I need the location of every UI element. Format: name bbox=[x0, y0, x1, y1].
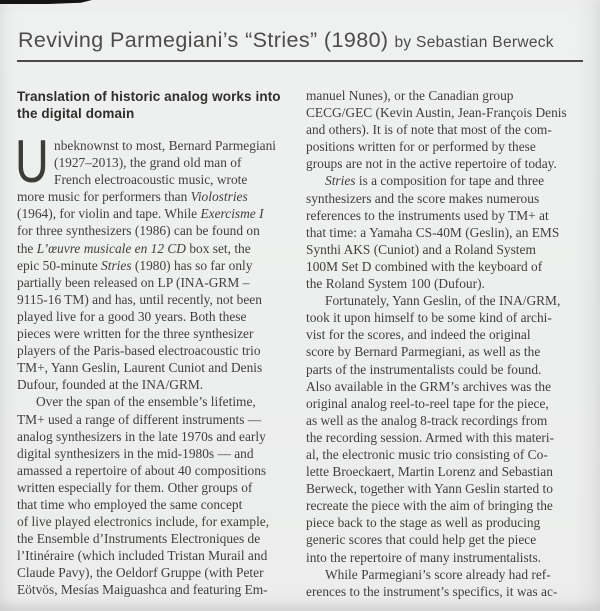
text-line: Berweck, together with Yann Geslin started to bbox=[306, 481, 553, 497]
text-line: While Parmegiani’s score already had ref- bbox=[325, 566, 551, 582]
text-line: 9115-16 TM) and has, until recently, not been bbox=[17, 291, 262, 307]
text-line: Fortunately, Yann Geslin, of the INA/GRM, bbox=[325, 293, 561, 309]
text-line: partially been released on LP (INA-GRM – bbox=[17, 274, 250, 290]
text-line: (1964), for violin and tape. While Exercisme I bbox=[17, 206, 264, 222]
right-column-text bbox=[306, 87, 588, 600]
text-line: the recording session. Armed with this materi- bbox=[306, 429, 555, 445]
page-title: Reviving Parmegiani’s “Stries” (1980) bbox=[18, 28, 389, 52]
text-line: lette Broeckaert, Martin Lorenz and Sebastian bbox=[306, 464, 553, 480]
text-line: Dufour, founded at the INA/GRM. bbox=[17, 377, 204, 393]
left-column-text bbox=[15, 128, 305, 599]
text-line: pieces were written for the three synthesizer bbox=[17, 326, 254, 342]
text-line: and others). It is of note that most of the com- bbox=[306, 122, 552, 138]
text-line: manuel Nunes), or the Canadian group bbox=[306, 88, 514, 103]
section-heading-line1: Translation of historic analog works into bbox=[17, 89, 281, 104]
text-line: TM+, Yann Geslin, Laurent Cuniot and Denis bbox=[17, 360, 263, 376]
text-line: CECG/GEC (Kevin Austin, Jean-François Denis bbox=[306, 105, 567, 121]
section-heading-line2: the digital domain bbox=[17, 106, 135, 121]
text-line: the L’œuvre musicale en 12 CD box set, the bbox=[17, 240, 251, 256]
text-line: more music for performers than Violostries bbox=[17, 189, 248, 205]
text-line: into the repertoire of many instrumentalists. bbox=[306, 549, 542, 565]
section-heading bbox=[17, 88, 305, 122]
text-line: Claude Pavy), the Oeldorf Gruppe (with Peter bbox=[17, 565, 264, 581]
text-line: Synthi AKS (Cuniot) and a Roland System bbox=[306, 241, 536, 257]
text-line: amassed a repertoire of about 40 compositions bbox=[17, 462, 267, 478]
text-line: piece back to the stage as well as producing bbox=[306, 515, 541, 531]
drop-cap: U bbox=[15, 128, 49, 195]
text-line: (1927–2013), the grand old man of bbox=[54, 155, 242, 171]
text-line: the Roland System 100 (Dufour). bbox=[306, 276, 485, 292]
text-line: references to the instruments used by TM+ at bbox=[306, 207, 549, 223]
text-line: original analog reel-to-reel tape for the piece, bbox=[306, 395, 549, 411]
text-line: French electroacoustic music, wrote bbox=[54, 172, 248, 188]
scan-artifact-mark bbox=[0, 0, 92, 4]
text-line: TM+ used a range of different instruments — bbox=[17, 411, 262, 427]
text-line: written especially for them. Other groups of bbox=[17, 479, 253, 495]
text-line: for three synthesizers (1986) can be found on bbox=[17, 223, 260, 239]
text-line: digital synthesizers in the mid-1980s — and bbox=[17, 445, 254, 461]
text-line: analog synthesizers in the late 1970s and early bbox=[17, 428, 266, 444]
text-line: synthesizers and the score makes numerous bbox=[306, 190, 540, 206]
text-line: as well as the analog 8-track recordings from bbox=[306, 412, 548, 428]
text-line: that time who employed the same concept bbox=[17, 496, 243, 512]
text-line: epic 50-minute Stries (1980) has so far only bbox=[17, 257, 253, 273]
text-line: positions written for or performed by these bbox=[306, 139, 536, 155]
text-line: Also available in the GRM’s archives was the bbox=[306, 378, 552, 394]
text-line: vist for the scores, and indeed the original bbox=[306, 327, 531, 343]
text-line: players of the Paris-based electroacoustic trio bbox=[17, 343, 261, 359]
text-line: took it upon himself to be some kind of archi- bbox=[306, 310, 552, 326]
text-line: score by Bernard Parmegiani, as well as the bbox=[306, 344, 541, 360]
text-line: Over the span of the ensemble’s lifetime, bbox=[36, 394, 256, 410]
text-line: 100M Set D combined with the keyboard of bbox=[306, 258, 543, 274]
article-title-row bbox=[18, 28, 584, 53]
text-line: erences to the instrument’s specifics, it was ac- bbox=[306, 583, 558, 599]
text-line: Stries is a composition for tape and three bbox=[325, 173, 545, 189]
text-line: al, the electronic music trio consisting of Co- bbox=[306, 446, 548, 462]
text-line: groups are not in the active repertoire of today. bbox=[306, 156, 557, 172]
text-line: of live played electronics include, for example, bbox=[17, 514, 270, 530]
text-line: played live for a good 30 years. Both these bbox=[17, 308, 247, 324]
title-rule bbox=[17, 60, 583, 62]
text-line: l’Itinéraire (which included Tristan Murail and bbox=[17, 548, 268, 564]
text-line: that time: a Yamaha CS-40M (Geslin), an EMS bbox=[306, 224, 560, 240]
text-line: Eötvös, Mesías Maiguashca and featuring Em- bbox=[17, 582, 268, 598]
left-column bbox=[17, 88, 305, 599]
text-line: parts of the instrumentalists could be found. bbox=[306, 361, 542, 377]
byline: by Sebastian Berweck bbox=[394, 34, 554, 51]
text-line: recreate the piece with the aim of bringing the bbox=[306, 498, 553, 514]
text-line: nbeknownst to most, Bernard Parmegiani bbox=[54, 138, 277, 153]
text-line: generic scores that could help get the piece bbox=[306, 532, 537, 548]
text-line: the Ensemble d’Instruments Electroniques de bbox=[17, 531, 261, 547]
